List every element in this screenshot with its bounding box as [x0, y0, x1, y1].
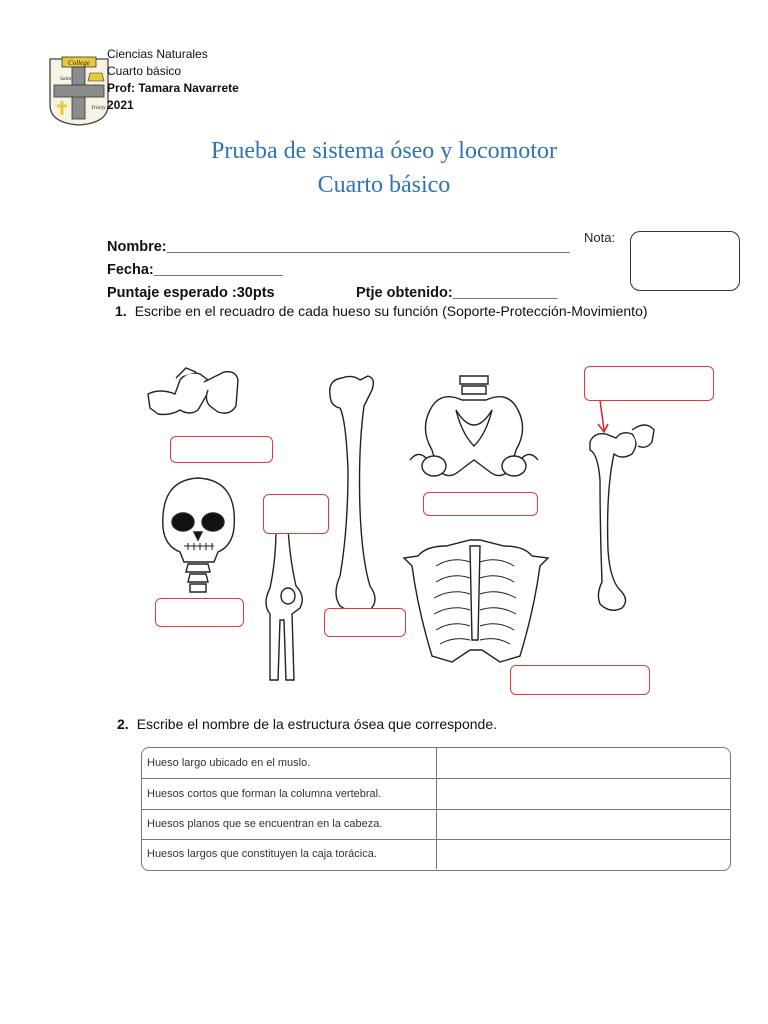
- function-box-femur[interactable]: [324, 608, 406, 637]
- skull-drawing: [163, 478, 235, 592]
- table-cell-description: Huesos largos que constituyen la caja torácica.: [142, 839, 437, 869]
- function-box-vertebrae[interactable]: [170, 436, 273, 463]
- date-field[interactable]: Fecha:________________: [107, 262, 283, 278]
- table-row: [142, 779, 730, 810]
- svg-text:Trinity: Trinity: [91, 105, 106, 111]
- hip-femur-drawing: [590, 425, 654, 610]
- function-box-ribcage[interactable]: [510, 665, 650, 695]
- arrow-icon: [600, 400, 604, 430]
- bones-illustration: [0, 350, 768, 690]
- table-cell-description: Hueso largo ubicado en el muslo.: [142, 748, 437, 778]
- table-cell-answer[interactable]: [438, 839, 730, 869]
- svg-text:College: College: [68, 59, 90, 67]
- table-cell-description: Huesos planos que se encuentran en la cabeza.: [142, 809, 437, 839]
- school-logo: [48, 55, 110, 127]
- page-title: Prueba de sistema óseo y locomotor: [211, 138, 557, 164]
- header-info: [107, 46, 239, 114]
- table-row: [142, 839, 730, 869]
- question-1-number: 1.: [115, 303, 127, 319]
- ribcage-drawing: [404, 540, 548, 662]
- table-cell-description: Huesos cortos que forman la columna vertebral.: [142, 779, 437, 809]
- table-cell-answer[interactable]: [438, 809, 730, 839]
- answer-table: [141, 747, 731, 871]
- question-2: [117, 716, 497, 732]
- name-field[interactable]: Nombre:__________________________________________________: [107, 239, 570, 255]
- school-crest-icon: [48, 55, 110, 127]
- question-2-text: Escribe el nombre de la estructura ósea que corresponde.: [136, 716, 498, 732]
- table-row: [142, 748, 730, 779]
- question-1: [115, 303, 648, 319]
- year-text: 2021: [107, 98, 134, 112]
- grade-label: Nota:: [584, 230, 616, 245]
- expected-score-label: Puntaje esperado :30pts: [107, 285, 275, 301]
- table-row: [142, 809, 730, 840]
- grade-text: Cuarto básico: [107, 64, 182, 78]
- obtained-score-field[interactable]: Ptje obtenido:_____________: [356, 285, 558, 301]
- question-2-number: 2.: [117, 716, 129, 732]
- svg-text:Saint: Saint: [60, 76, 72, 82]
- question-1-text: Escribe en el recuadro de cada hueso su función (Soporte-Protección-Movimiento): [134, 303, 648, 319]
- function-box-pelvis[interactable]: [423, 492, 538, 516]
- table-cell-answer[interactable]: [438, 748, 730, 778]
- function-box-knee[interactable]: [263, 494, 329, 534]
- knee-leg-drawing: [266, 528, 302, 680]
- vertebrae-drawing: [148, 368, 238, 415]
- pelvis-drawing: [410, 376, 538, 476]
- table-cell-answer[interactable]: [438, 779, 730, 809]
- page-subtitle: Cuarto básico: [317, 172, 451, 198]
- grade-box[interactable]: [630, 231, 740, 291]
- teacher-text: Prof: Tamara Navarrete: [107, 81, 239, 95]
- subject-text: Ciencias Naturales: [107, 47, 208, 61]
- femur-drawing: [330, 376, 375, 612]
- function-box-hip[interactable]: [584, 366, 714, 401]
- function-box-skull[interactable]: [155, 598, 244, 627]
